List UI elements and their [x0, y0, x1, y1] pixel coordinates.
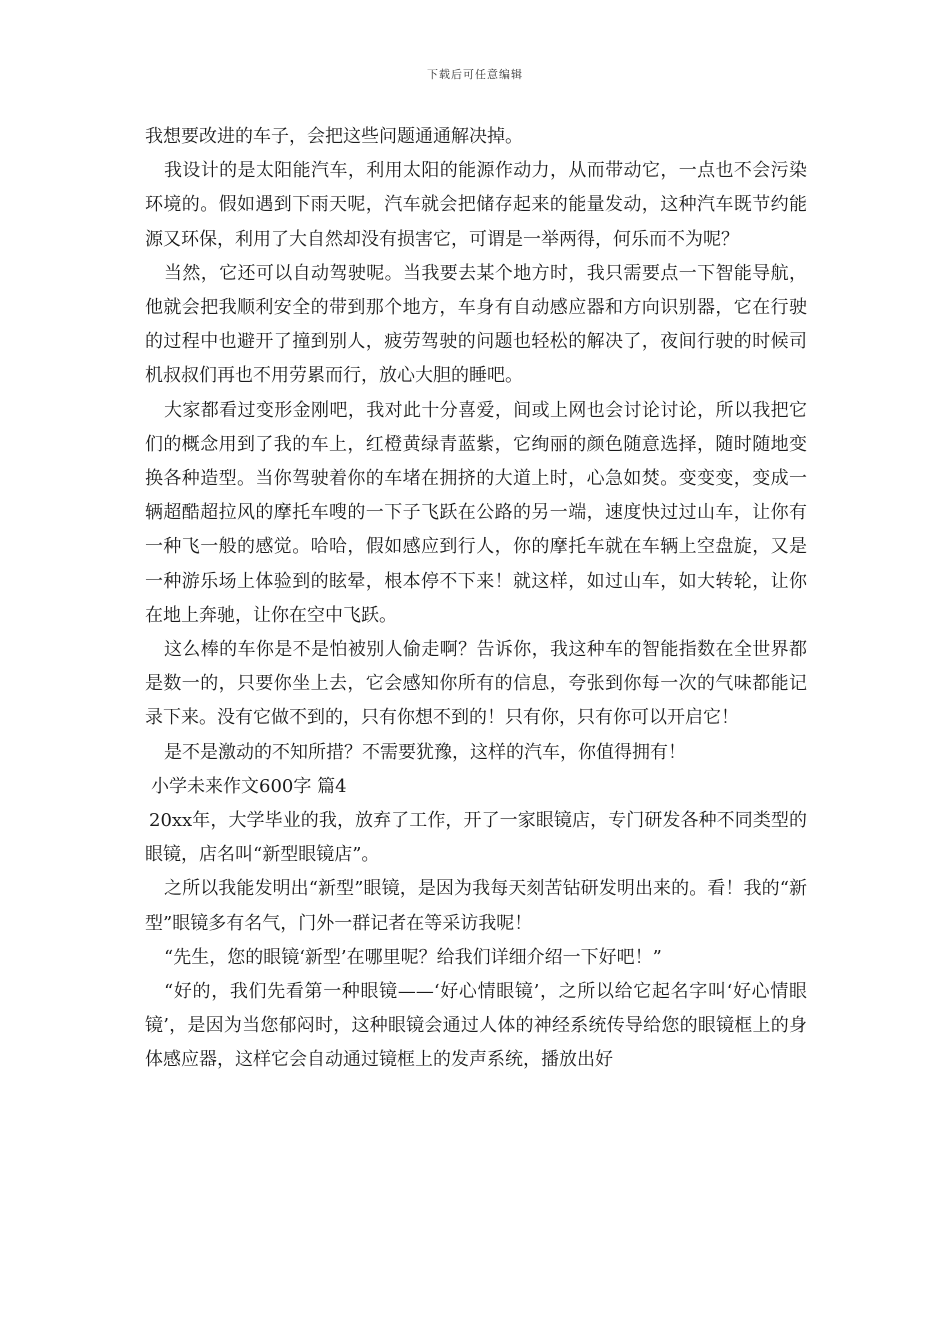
page-header-note: 下载后可任意编辑 [427, 68, 523, 81]
paragraph-6: 是不是激动的不知所措？不需要犹豫，这样的汽车，你值得拥有！ [164, 741, 686, 763]
paragraph-3: 当然，它还可以自动驾驶呢。当我要去某个地方时，我只需要点一下智能导航，他就会把我顺利安全的带到那个地方，车身有自动感应器和方向识别器，它在行驶的过程中也避开了撞到别人，疲劳驾驶的问题也轻松的解决了，夜间行驶的时候司机叔叔们再也不用劳累而行，放心大胆的睡吧。 [145, 262, 807, 387]
paragraph-10: “好的，我们先看第一种眼镜——‘好心情眼镜’，之所以给它起名字叫‘好心情眼镜’，是因为当您郁闷时，这种眼镜会通过人体的神经系统传导给您的眼镜框上的身体感应器，这样它会自动通过镜框上的发声系统，播放出好 [145, 981, 807, 1071]
paragraph-9: “先生，您的眼镜‘新型’在哪里呢？给我们详细介绍一下好吧！” [164, 946, 662, 968]
paragraph-4: 大家都看过变形金刚吧，我对此十分喜爱，间或上网也会讨论讨论，所以我把它们的概念用到了我的车上，红橙黄绿青蓝紫，它绚丽的颜色随意选择，随时随地变换各种造型。当你驾驶着你的车堵在拥挤的大道上时，心急如焚。变变变，变成一辆超酷超拉风的摩托车嗖的一下子飞跃在公路的另一端，速度快过过山车，让你有一种飞一般的感觉。哈哈，假如感应到行人，你的摩托车就在车辆上空盘旋，又是一种游乐场上体验到的眩晕，根本停不下来！就这样，如过山车，如大转轮，让你在地上奔驰，让你在空中飞跃。 [145, 399, 807, 626]
paragraph-5: 这么棒的车你是不是怕被别人偷走啊？告诉你，我这种车的智能指数在全世界都是数一的，只要你坐上去，它会感知你所有的信息，夸张到你每一次的气味都能记录下来。没有它做不到的，只有你想不到的！只有你，只有你可以开启它！ [145, 639, 807, 729]
paragraph-8: 之所以我能发明出“新型”眼镜，是因为我每天刻苦钻研发明出来的。看！我的“新型”眼镜多有名气，门外一群记者在等采访我呢！ [145, 878, 807, 934]
document-body [145, 120, 807, 1078]
paragraph-2: 我设计的是太阳能汽车，利用太阳的能源作动力，从而带动它，一点也不会污染环境的。假如遇到下雨天呢，汽车就会把储存起来的能量发动，这种汽车既节约能源又环保，利用了大自然却没有损害它，可谓是一举两得，何乐而不为呢？ [145, 160, 807, 250]
paragraph-1: 我想要改进的车子，会把这些问题通通解决掉。 [145, 126, 523, 147]
section-heading: 小学未来作文600字 篇4 [151, 775, 347, 797]
paragraph-7: 20xx年，大学毕业的我，放弃了工作，开了一家眼镜店，专门研发各种不同类型的眼镜，店名叫“新型眼镜店”。 [145, 810, 807, 866]
